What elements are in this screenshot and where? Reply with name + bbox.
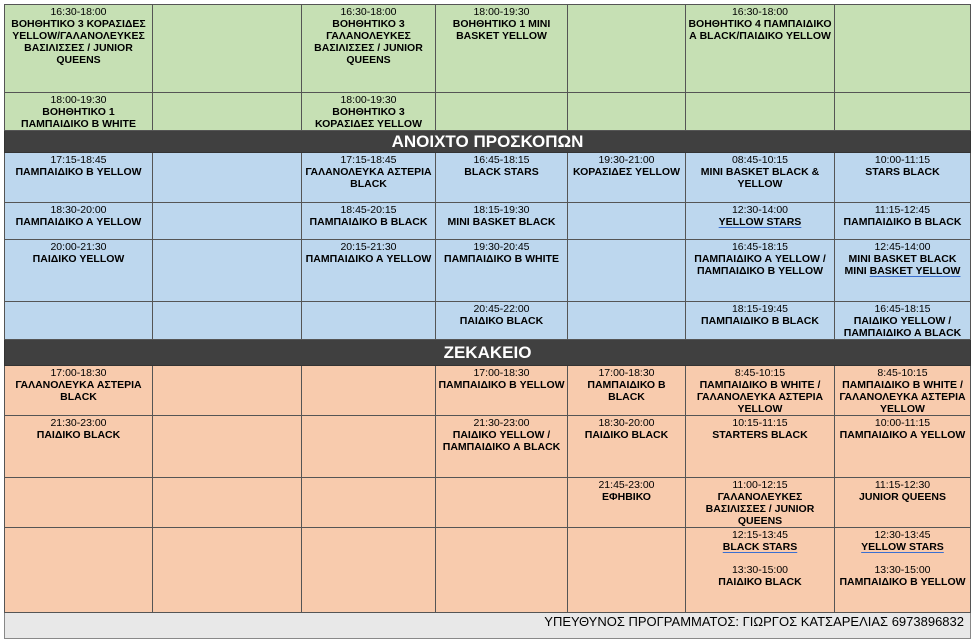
time-slot: 16:30-18:00 <box>731 6 789 18</box>
empty-cell <box>835 5 971 93</box>
time-slot: 12:45-14:00 <box>874 241 931 253</box>
team-name: ΒΟΗΘΗΤΙΚΟ 3 ΚΟΡΑΣΙΔΕΣ YELLOW/ΓΑΛΑΝΟΛΕΥΚΕΣ ΒΑΣΙΛΙΣΣΕΣ / JUNIOR QUEENS <box>11 18 146 66</box>
table-row <box>5 416 971 478</box>
team-name: ΠΑΙΔΙΚΟ YELLOW / ΠΑΜΠΑΙΔΙΚΟ Α BLACK <box>442 429 561 453</box>
time-slot: 16:45-18:15 <box>874 303 931 315</box>
section-title-anoixto: ΑΝΟΙΧΤΟ ΠΡΟΣΚΟΠΩΝ <box>5 131 971 153</box>
schedule-cell <box>568 478 686 528</box>
team-name: ΠΑΜΠΑΙΔΙΚΟ Β BLACK <box>843 216 962 228</box>
schedule-cell <box>302 240 436 302</box>
empty-cell <box>835 93 971 131</box>
time-slot: 19:30-21:00 <box>598 154 655 166</box>
time-slot: 20:45-22:00 <box>473 303 530 315</box>
spacer <box>688 553 832 564</box>
time-slot: 12:30-14:00 <box>731 204 789 216</box>
schedule-cell <box>686 366 835 416</box>
team-name: BLACK STARS <box>722 541 798 553</box>
table-row <box>5 203 971 240</box>
time-slot: 13:30-15:00 <box>731 564 789 576</box>
empty-cell <box>302 528 436 613</box>
empty-cell <box>568 93 686 131</box>
team-name: ΠΑΙΔΙΚΟ BLACK <box>459 315 544 327</box>
team-name: ΠΑΜΠΑΙΔΙΚΟ Β WHITE / ΓΑΛΑΝΟΛΕΥΚΑ ΑΣΤΕΡΙΑ YELLOW <box>839 379 966 415</box>
empty-cell <box>153 5 302 93</box>
team-name: ΠΑΙΔΙΚΟ YELLOW / ΠΑΜΠΑΙΔΙΚΟ Α BLACK <box>843 315 962 339</box>
schedule-cell <box>686 153 835 203</box>
team-name: ΠΑΜΠΑΙΔΙΚΟ Β YELLOW <box>839 576 966 588</box>
table-row <box>5 153 971 203</box>
team-name: ΚΟΡΑΣΙΔΕΣ YELLOW <box>573 166 680 178</box>
team-name: ΒΟΗΘΗΤΙΚΟ 1 ΠΑΜΠΑΙΔΙΚΟ Β WHITE <box>21 106 136 130</box>
time-slot: 11:15-12:30 <box>874 479 931 491</box>
empty-cell <box>153 366 302 416</box>
team-name: MINI BASKET BLACK <box>848 253 957 265</box>
schedule-cell <box>302 203 436 240</box>
table-row <box>5 240 971 302</box>
schedule-cell <box>5 93 153 131</box>
schedule-cell <box>436 416 568 478</box>
team-name: ΒΟΗΘΗΤΙΚΟ 3 ΓΑΛΑΝΟΛΕΥΚΕΣ ΒΑΣΙΛΙΣΣΕΣ / JUNIOR QUEENS <box>314 18 423 66</box>
team-name: ΠΑΙΔΙΚΟ BLACK <box>36 429 121 441</box>
empty-cell <box>302 478 436 528</box>
schedule-cell <box>568 153 686 203</box>
time-slot: 17:00-18:30 <box>598 367 655 379</box>
schedule-cell <box>5 203 153 240</box>
time-slot: 17:15-18:45 <box>340 154 397 166</box>
empty-cell <box>568 240 686 302</box>
empty-cell <box>5 528 153 613</box>
time-slot: 18:00-19:30 <box>340 94 397 106</box>
schedule-cell <box>5 240 153 302</box>
table-row <box>5 478 971 528</box>
empty-cell <box>568 528 686 613</box>
schedule-cell <box>835 240 971 302</box>
time-slot: 13:30-15:00 <box>874 564 931 576</box>
schedule-table <box>4 4 971 639</box>
schedule-cell <box>835 153 971 203</box>
table-row <box>5 93 971 131</box>
schedule-cell <box>835 478 971 528</box>
empty-cell <box>302 416 436 478</box>
team-name: STARS BLACK <box>865 166 940 178</box>
schedule-cell <box>436 5 568 93</box>
time-slot: 08:45-10:15 <box>731 154 789 166</box>
team-name-part: BASKET YELLOW <box>869 265 961 277</box>
empty-cell <box>302 302 436 340</box>
time-slot: 11:15-12:45 <box>874 204 931 216</box>
table-row <box>5 528 971 613</box>
team-name: JUNIOR QUEENS <box>859 491 946 503</box>
empty-cell <box>436 528 568 613</box>
team-name: ΒΟΗΘΗΤΙΚΟ 3 ΚΟΡΑΣΙΔΕΣ YELLOW <box>315 106 422 130</box>
time-slot: 18:15-19:45 <box>731 303 789 315</box>
empty-cell <box>153 93 302 131</box>
team-name: ΠΑΜΠΑΙΔΙΚΟ Β YELLOW <box>438 379 565 391</box>
time-slot: 12:30-13:45 <box>874 529 931 541</box>
team-name-line2 <box>837 265 968 277</box>
empty-cell <box>153 302 302 340</box>
time-slot: 18:00-19:30 <box>50 94 107 106</box>
section-header-row <box>5 340 971 366</box>
schedule-cell <box>686 528 835 613</box>
team-name: ΠΑΜΠΑΙΔΙΚΟ Β BLACK <box>701 315 819 327</box>
schedule-cell <box>302 153 436 203</box>
team-name: ΠΑΜΠΑΙΔΙΚΟ Α YELLOW / ΠΑΜΠΑΙΔΙΚΟ Β YELLOW <box>694 253 826 277</box>
team-name: ΠΑΜΠΑΙΔΙΚΟ Β BLACK <box>587 379 666 403</box>
team-name: ΓΑΛΑΝΟΛΕΥΚΕΣ ΒΑΣΙΛΙΣΣΕΣ / JUNIOR QUEENS <box>705 491 815 527</box>
schedule-cell <box>436 302 568 340</box>
schedule-cell <box>5 366 153 416</box>
team-name: ΠΑΜΠΑΙΔΙΚΟ Α YELLOW <box>839 429 966 441</box>
empty-cell <box>686 93 835 131</box>
time-slot: 11:00-12:15 <box>732 479 788 491</box>
empty-cell <box>436 93 568 131</box>
time-slot: 18:30-20:00 <box>598 417 655 429</box>
empty-cell <box>436 478 568 528</box>
team-name: ΠΑΜΠΑΙΔΙΚΟ Α YELLOW <box>15 216 142 228</box>
schedule-cell <box>568 416 686 478</box>
schedule-cell <box>835 528 971 613</box>
empty-cell <box>153 528 302 613</box>
time-slot: 17:00-18:30 <box>50 367 107 379</box>
schedule-cell <box>835 302 971 340</box>
team-name: STARTERS BLACK <box>712 429 808 441</box>
schedule-cell <box>686 203 835 240</box>
team-name: ΠΑΙΔΙΚΟ BLACK <box>584 429 669 441</box>
schedule-cell <box>686 302 835 340</box>
time-slot: 21:45-23:00 <box>598 479 655 491</box>
team-name: YELLOW STARS <box>718 216 802 228</box>
time-slot: 16:30-18:00 <box>50 6 107 18</box>
schedule-cell <box>835 366 971 416</box>
team-name: ΕΦΗΒΙΚΟ <box>602 491 651 503</box>
schedule-cell <box>835 203 971 240</box>
schedule-cell <box>302 93 436 131</box>
time-slot: 20:00-21:30 <box>50 241 107 253</box>
schedule-cell <box>436 203 568 240</box>
team-name: ΠΑΜΠΑΙΔΙΚΟ Β YELLOW <box>15 166 142 178</box>
time-slot: 8:45-10:15 <box>877 367 928 379</box>
team-name: MINI BASKET BLACK & YELLOW <box>700 166 820 190</box>
time-slot: 17:00-18:30 <box>473 367 530 379</box>
time-slot: 21:30-23:00 <box>473 417 530 429</box>
time-slot: 18:15-19:30 <box>473 204 530 216</box>
time-slot: 20:15-21:30 <box>340 241 397 253</box>
footer-row <box>5 613 971 639</box>
team-name: ΠΑΜΠΑΙΔΙΚΟ Β BLACK <box>309 216 428 228</box>
schedule-cell <box>686 416 835 478</box>
time-slot: 17:15-18:45 <box>50 154 107 166</box>
schedule-cell <box>686 5 835 93</box>
empty-cell <box>153 153 302 203</box>
time-slot: 8:45-10:15 <box>734 367 786 379</box>
empty-cell <box>302 366 436 416</box>
time-slot: 21:30-23:00 <box>50 417 107 429</box>
time-slot: 18:45-20:15 <box>340 204 397 216</box>
team-name: ΒΟΗΘΗΤΙΚΟ 4 ΠΑΜΠΑΙΔΙΚΟ Α BLACK/ΠΑΙΔΙΚΟ YELLOW <box>688 18 832 42</box>
schedule-cell <box>436 153 568 203</box>
time-slot: 10:00-11:15 <box>874 154 931 166</box>
empty-cell <box>5 302 153 340</box>
empty-cell <box>153 203 302 240</box>
time-slot: 18:30-20:00 <box>50 204 107 216</box>
program-manager-footer: ΥΠΕΥΘΥΝΟΣ ΠΡΟΓΡΑΜΜΑΤΟΣ: ΓΙΩΡΓΟΣ ΚΑΤΣΑΡΕΛΙΑΣ 6973896832 <box>5 613 971 639</box>
schedule-cell <box>436 240 568 302</box>
empty-cell <box>153 416 302 478</box>
time-slot: 12:15-13:45 <box>731 529 789 541</box>
schedule-cell <box>686 478 835 528</box>
schedule-cell <box>5 5 153 93</box>
team-name: MINI BASKET BLACK <box>447 216 556 228</box>
spacer <box>837 553 968 564</box>
empty-cell <box>568 302 686 340</box>
time-slot: 16:45-18:15 <box>473 154 530 166</box>
team-name: BLACK STARS <box>464 166 539 178</box>
time-slot: 16:45-18:15 <box>731 241 789 253</box>
team-name: ΒΟΗΘΗΤΙΚΟ 1 MINI BASKET YELLOW <box>452 18 551 42</box>
schedule-cell <box>5 153 153 203</box>
time-slot: 19:30-20:45 <box>473 241 530 253</box>
empty-cell <box>568 5 686 93</box>
team-name: ΠΑΜΠΑΙΔΙΚΟ Β WHITE / ΓΑΛΑΝΟΛΕΥΚΑ ΑΣΤΕΡΙΑ YELLOW <box>696 379 824 415</box>
empty-cell <box>153 478 302 528</box>
schedule-cell <box>302 5 436 93</box>
time-slot: 16:30-18:00 <box>340 6 397 18</box>
team-name: ΠΑΙΔΙΚΟ BLACK <box>718 576 802 588</box>
time-slot: 10:00-11:15 <box>874 417 931 429</box>
team-name: ΠΑΙΔΙΚΟ YELLOW <box>32 253 125 265</box>
team-name: ΠΑΜΠΑΙΔΙΚΟ Β WHITE <box>444 253 559 265</box>
empty-cell <box>153 240 302 302</box>
team-name: ΠΑΜΠΑΙΔΙΚΟ Α YELLOW <box>305 253 432 265</box>
schedule-cell <box>835 416 971 478</box>
empty-cell <box>568 203 686 240</box>
team-name: ΓΑΛΑΝΟΛΕΥΚΑ ΑΣΤΕΡΙΑ BLACK <box>305 166 432 190</box>
team-name: ΓΑΛΑΝΟΛΕΥΚΑ ΑΣΤΕΡΙΑ BLACK <box>15 379 142 403</box>
table-row <box>5 366 971 416</box>
time-slot: 10:15-11:15 <box>732 417 788 429</box>
table-row <box>5 5 971 93</box>
empty-cell <box>5 478 153 528</box>
team-name: YELLOW STARS <box>861 541 944 553</box>
schedule-cell <box>686 240 835 302</box>
schedule-cell <box>5 416 153 478</box>
section-title-zekakeio: ΖΕΚΑΚΕΙΟ <box>5 340 971 366</box>
section-header-row <box>5 131 971 153</box>
table-row <box>5 302 971 340</box>
team-name-part: MINI <box>844 265 870 277</box>
schedule-cell <box>568 366 686 416</box>
schedule-cell <box>436 366 568 416</box>
time-slot: 18:00-19:30 <box>473 6 530 18</box>
